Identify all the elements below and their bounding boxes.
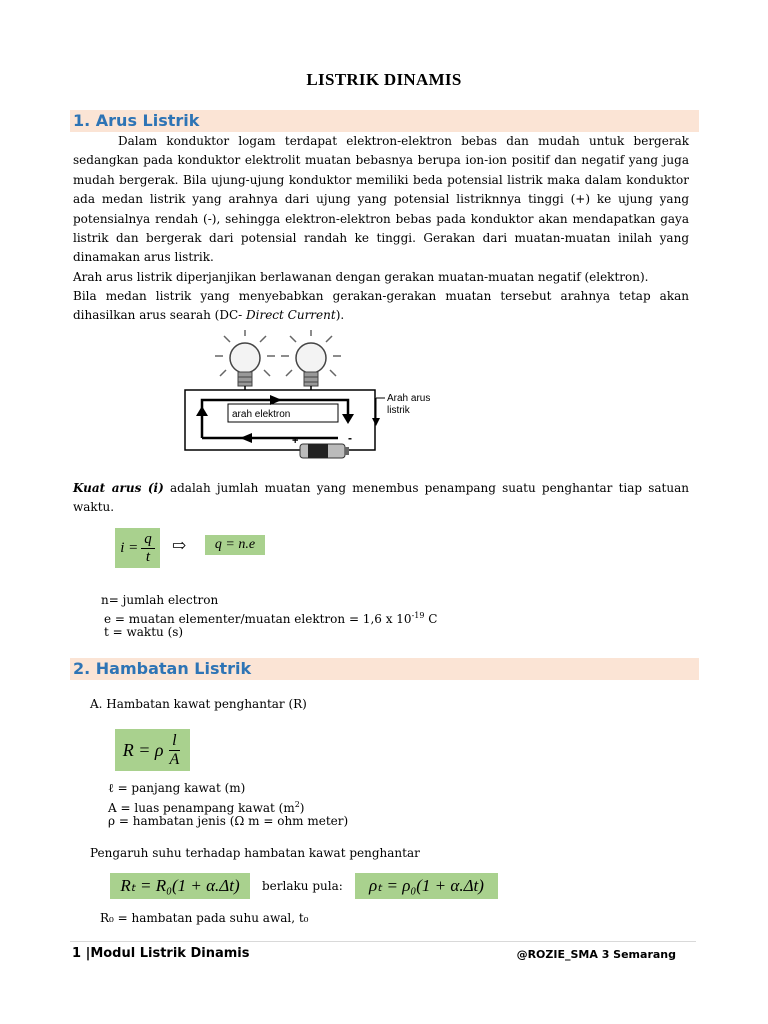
item-hambatan-kawat: A. Hambatan kawat penghantar (R): [90, 697, 307, 711]
definition-area: A = luas penampang kawat $(m^2)$: [108, 800, 305, 815]
light-bulb-icon: [215, 330, 275, 390]
paragraph-arus-searah: Bila medan listrik yang menyebabkan gerakan-gerakan muatan tersebut arahnya tetap akan dihasilkan arus searah (DC- Direct Current).: [73, 289, 689, 323]
current-direction-label-1: Arah arus: [387, 393, 431, 404]
minus-label: -: [348, 431, 352, 445]
circuit-diagram: [180, 330, 470, 460]
electron-direction-label: arah elektron: [232, 409, 291, 420]
formula-charge: q = n.e: [205, 535, 265, 555]
definition-resistivity: ρ = hambatan jenis (Ω m = ohm meter): [108, 814, 349, 828]
page-title: LISTRIK DINAMIS: [306, 70, 462, 89]
section-heading-arus-listrik: 1. Arus Listrik: [70, 110, 699, 132]
also-applies-label: berlaku pula:: [262, 879, 343, 893]
formula-current: i = $\frac{q}{t}$: [115, 528, 160, 568]
formula-resistance: R = ρ $\frac{l}{A}$: [115, 729, 190, 771]
definition-e: e = muatan elementer/muatan elektron = 1,6 x $10^{-19}$ C: [104, 611, 438, 626]
footer-page-module: 1 |Modul Listrik Dinamis: [72, 946, 250, 961]
section-heading-hambatan-listrik: 2. Hambatan Listrik: [70, 658, 699, 680]
light-bulb-icon: [281, 330, 341, 390]
footer-author: @ROZIE_SMA 3 Semarang: [516, 948, 676, 961]
battery-icon: [300, 444, 349, 458]
definition-length: ℓ = panjang kawat (m): [108, 781, 246, 795]
temperature-effect-text: Pengaruh suhu terhadap hambatan kawat penghantar: [90, 846, 420, 860]
definition-n: n= jumlah electron: [101, 593, 219, 607]
formula-resistivity-temperature: ρₜ = ρ₀(1 + α.Δt): [355, 873, 498, 899]
footer-divider: [70, 941, 696, 942]
formula-resistance-temperature: Rₜ = R₀(1 + α.Δt): [110, 873, 250, 899]
definition-initial-resistance: R₀ = hambatan pada suhu awal, t₀: [100, 911, 309, 925]
paragraph-arah-arus: Arah arus listrik diperjanjikan berlawanan dengan gerakan muatan-muatan negatif (elektron).: [73, 270, 649, 284]
paragraph-kuat-arus: Kuat arus (i) adalah jumlah muatan yang menembus penampang suatu penghantar tiap satuan waktu.: [73, 481, 689, 515]
paragraph-arus-listrik: Dalam konduktor logam terdapat elektron-elektron bebas dan mudah untuk bergerak sedangkan pada konduktor elektrolit muatan bebasnya berupa ion-ion positif dan negatif yang juga mudah bergerak. Bila ujung-ujung konduktor memiliki beda potensial listrik maka dalam konduktor ada medan listrik yang arahnya dari ujung yang potensial listriknnya tinggi (+) ke ujung yang potensialnya rendah (-), sehingga elektron-elektron bebas pada konduktor akan mendapatkan gaya listrik dan bergerak dari potensial randah ke tinggi. Gerakan dari muatan-muatan inilah yang dinamakan arus listrik.: [73, 134, 689, 265]
plus-label: +: [292, 435, 299, 447]
definition-t: t = waktu (s): [104, 625, 184, 639]
implies-arrow-icon: ⇨: [172, 536, 187, 556]
current-direction-label-2: listrik: [387, 405, 410, 416]
